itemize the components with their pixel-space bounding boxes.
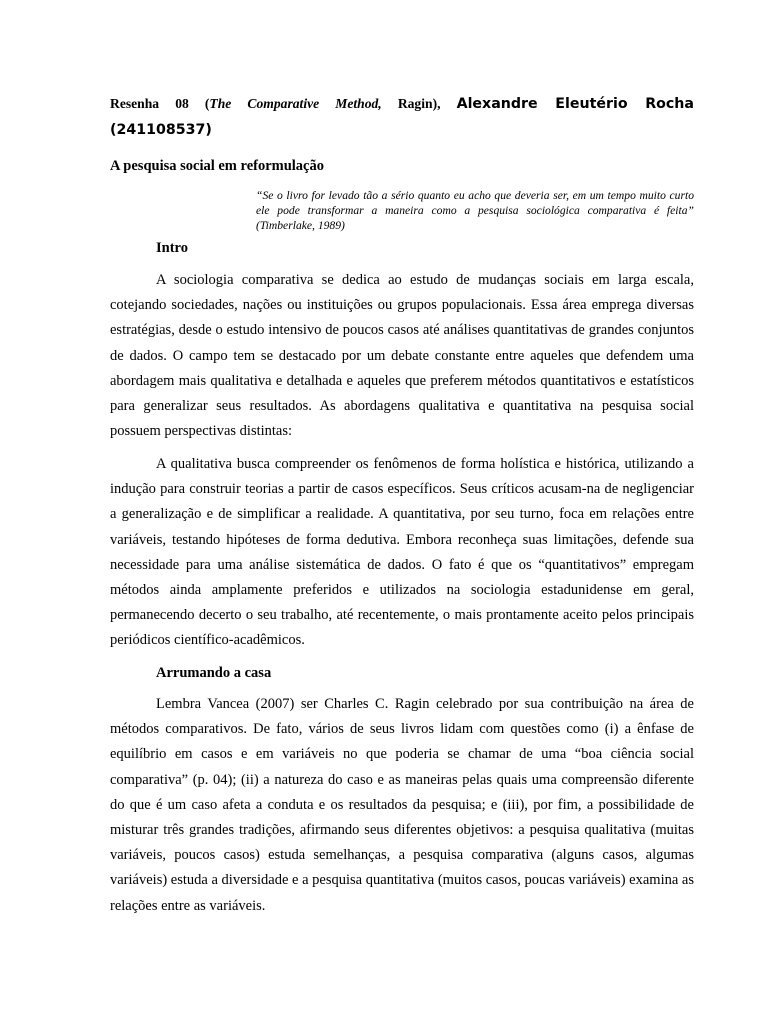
section-heading-intro: Intro [156, 240, 188, 256]
author-name: Alexandre Eleutério Rocha (241108537) [110, 96, 694, 138]
document-subtitle: A pesquisa social em reformulação [110, 158, 324, 174]
book-title: The Comparative Method, [209, 96, 382, 111]
title-mid: Ragin), [381, 96, 457, 111]
epigraph-quote: “Se o livro for levado tão a sério quanto eu acho que deveria ser, em um tempo muito curto ele pode transformar a maneira como a pesquisa sociológica comparativa é feita” (Timberlake, 1989) [256, 189, 694, 232]
paragraph-intro-1: A sociologia comparativa se dedica ao estudo de mudanças sociais em larga escala, cotejando sociedades, nações ou instituições ou grupos populacionais. Essa área emprega diversas estratégias, desde o estudo intensivo de poucos casos até análises quantitativas de grandes conjuntos de dados. O campo tem se destacado por um debate constante entre aqueles que defendem uma abordagem mais qualitativa e detalhada e aqueles que preferem métodos quantitativos e estatísticos para generalizar seus resultados. As abordagens qualitativa e quantitativa na pesquisa social possuem perspectivas distintas: [110, 272, 694, 440]
title-prefix: Resenha 08 ( [110, 96, 210, 111]
paragraph-intro-2: A qualitativa busca compreender os fenômenos de forma holística e histórica, utilizando a indução para construir teorias a partir de casos específicos. Seus críticos acusam-na de negligenciar a generalização e de simplificar a realidade. A quantitativa, por seu turno, foca em relações entre variáveis, testando hipóteses de forma dedutiva. Embora reconheça suas limitações, defende sua necessidade para uma análise sistemática de dados. O fato é que os “quantitativos” empregam métodos ainda amplamente preferidos e utilizados na sociologia estadunidense em geral, permanecendo decerto o seu trabalho, até recentemente, o mais prontamente aceito pelos principais periódicos científico-acadêmicos. [110, 456, 694, 649]
section-heading-arrumando: Arrumando a casa [156, 665, 272, 681]
paragraph-arrumando-1: Lembra Vancea (2007) ser Charles C. Ragin celebrado por sua contribuição na área de métodos comparativos. De fato, vários de seus livros lidam com questões como (i) a ênfase de equilíbrio em casos e em variáveis no que poderia se chamar de uma “boa ciência social comparativa” (p. 04); (ii) a natureza do caso e as maneiras pelas quais uma compreensão diferente do que é um caso afeta a conduta e os resultados da pesquisa; e (iii), por fim, a possibilidade de misturar três grandes tradições, afirmando seus diferentes objetivos: a pesquisa qualitativa (muitas variáveis, poucos casos) estuda semelhanças, a pesquisa comparativa (alguns casos, algumas variáveis) estuda a diversidade e a pesquisa quantitativa (muitos casos, poucas variáveis) examina as relações entre as variáveis. [110, 696, 694, 914]
document-title [110, 91, 694, 143]
